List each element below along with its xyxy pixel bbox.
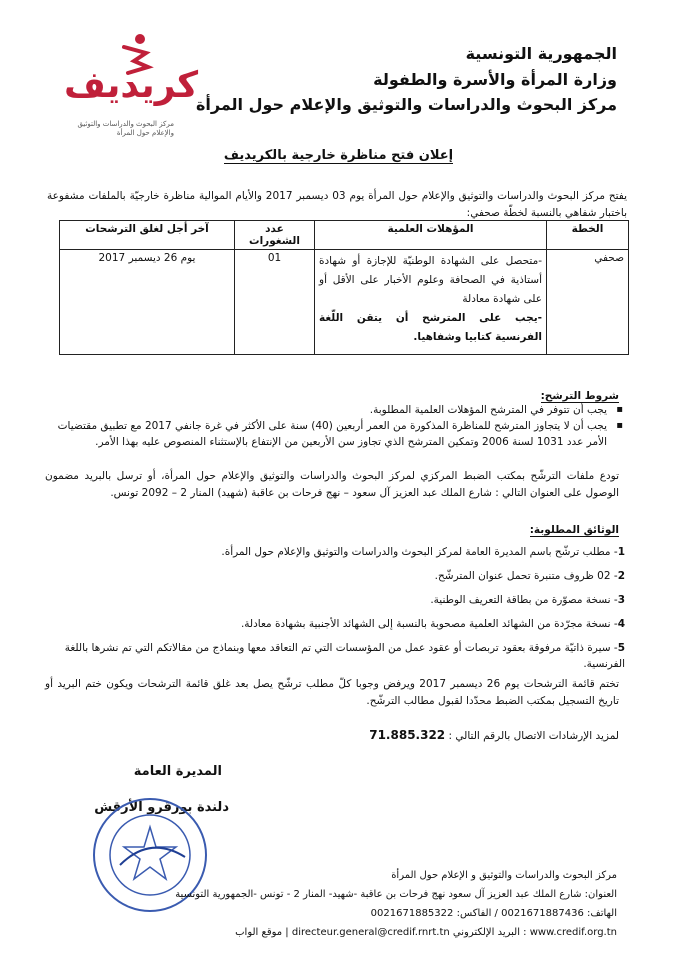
footer-phone: الهاتف: 0021671887436 / الفاكس: 0021671885322 — [370, 908, 617, 919]
logo-subtitle: مركز البحوث والدراسات والتوثيق والإعلام حول المرأة — [77, 120, 174, 137]
list-item: 4- نسخة مجرّدة من الشهائد العلمية مصحوبة بالنسبة إلى الشهائد الأجنبية بشهادة معادلة. — [240, 618, 625, 630]
list-item: ▪ يجب أن تتوفر في المترشح المؤهلات العلمية المطلوبة. — [45, 402, 625, 418]
conditions-list — [45, 402, 625, 450]
positions-table — [59, 220, 629, 355]
header-country: الجمهورية التونسية — [465, 44, 617, 63]
signature-role: المديرة العامة — [133, 764, 222, 779]
page-title: إعلان فتح مناظرة خارجية بالكريديف — [223, 148, 454, 163]
contact-phone: 71.885.322 — [369, 728, 446, 742]
col-vacancies: عدد الشغورات — [235, 221, 315, 250]
credif-logo — [28, 25, 199, 137]
list-item: 2- 02 ظروف متنبرة تحمل عنوان المترشّح. — [434, 570, 625, 582]
cell-vacancies: 01 — [235, 250, 315, 355]
documents-list — [45, 544, 625, 680]
footer-web: www.credif.org.tn : البريد الإلكتروني directeur.general@credif.rnrt.tn | موقع الواب — [235, 927, 617, 938]
contact-text: لمزيد الإرشادات الاتصال بالرقم التالي : — [448, 730, 619, 742]
cell-qualifications — [315, 250, 547, 355]
table-row — [60, 250, 629, 355]
footer-address: العنوان: شارع الملك عبد العزيز آل سعود نهج فرحات بن عاقبة -شهيد- المنار 2 - تونس -الجمهورية التونسية — [175, 889, 617, 900]
footer-org: مركز البحوث والدراسات والتوثيق و الإعلام حول المرأة — [391, 870, 617, 881]
logo-name: كريديف — [64, 65, 199, 106]
col-plan: الخطة — [547, 221, 629, 250]
list-item: 5- سيرة ذاتيّة مرفوقة بعقود تربصات أو عقود عمل من المؤسسات التي تم التعاقد معها وبنماذج من مقالاتكم التي تم نشرها باللغة الفرنسية. — [64, 642, 625, 670]
qualification-2: -يجب على المترشح أن يتقن اللّغة الفرنسية كتابيا وشفاهيا. — [319, 312, 542, 343]
list-item: ▪ يجب أن لا يتجاوز المترشح للمناظرة المذكورة من العمر أربعين (40) سنة على الأكثر في غرة جانفي 2017 مع تطبيق مقتضيات الأمر عدد 1031 لسنة 2006 وتمكين المترشح الذي تجاوز سن الأربعين من الإنتفاع بالإستثناء المنصوص عليه بهذا الأمر. — [45, 418, 625, 450]
col-deadline: آخر أجل لغلق الترشحات — [60, 221, 235, 250]
conditions-heading: شروط الترشح: — [540, 390, 619, 402]
intro-paragraph: يفتح مركز البحوث والدراسات والتوثيق والإعلام حول المرأة يوم 03 ديسمبر 2017 والأيام الموالية مناظرة خارجيّة بالملفات مشفوعة باختبار شفاهي بالنسبة لخطّة صحفي: — [47, 190, 627, 219]
list-item: 3- نسخة مصوّرة من بطاقة التعريف الوطنية. — [430, 594, 625, 606]
closing-paragraph: تختم قائمة الترشحات يوم 26 ديسمبر 2017 ويرفض وجوبا كلّ مطلب ترشّح يصل بعد غلق قائمة الترشحات ويكون ختم البريد أو تاريخ التسجيل بمكتب الضبط محدّدا لقبول مطالب الترشّح. — [45, 678, 619, 707]
documents-heading: الوثائق المطلوبة: — [529, 524, 619, 536]
submission-paragraph: تودع ملفات الترشّح بمكتب الضبط المركزي لمركز البحوث والدراسات والتوثيق والإعلام حول المرأة، أو ترسل بالبريد مضمون الوصول على العنوان التالي : شارع الملك عبد العزيز آل سعود – نهج فرحات بن عاقبة (شهيد) المنار 2 – 2092 تونس. — [45, 470, 619, 499]
header-center: مركز البحوث والدراسات والتوثيق والإعلام حول المرأة — [195, 95, 617, 114]
col-qualifications: المؤهلات العلمية — [315, 221, 547, 250]
qualification-1: -متحصل على الشهادة الوطنيّة للإجازة أو شهادة أستاذية في الصحافة وعلوم الأخبار على الأقل أو على شهادة معادلة — [319, 255, 542, 305]
cell-plan: صحفي — [547, 250, 629, 355]
cell-deadline: يوم 26 ديسمبر 2017 — [60, 250, 235, 355]
list-item: 1- مطلب ترشّح باسم المديرة العامة لمركز البحوث والدراسات والتوثيق والإعلام حول المرأة. — [221, 546, 625, 558]
signature-name: دلندة بوزقرو الأرقش — [94, 800, 229, 815]
header-ministry: وزارة المرأة والأسرة والطفولة — [373, 70, 617, 89]
contact-line — [369, 728, 619, 742]
